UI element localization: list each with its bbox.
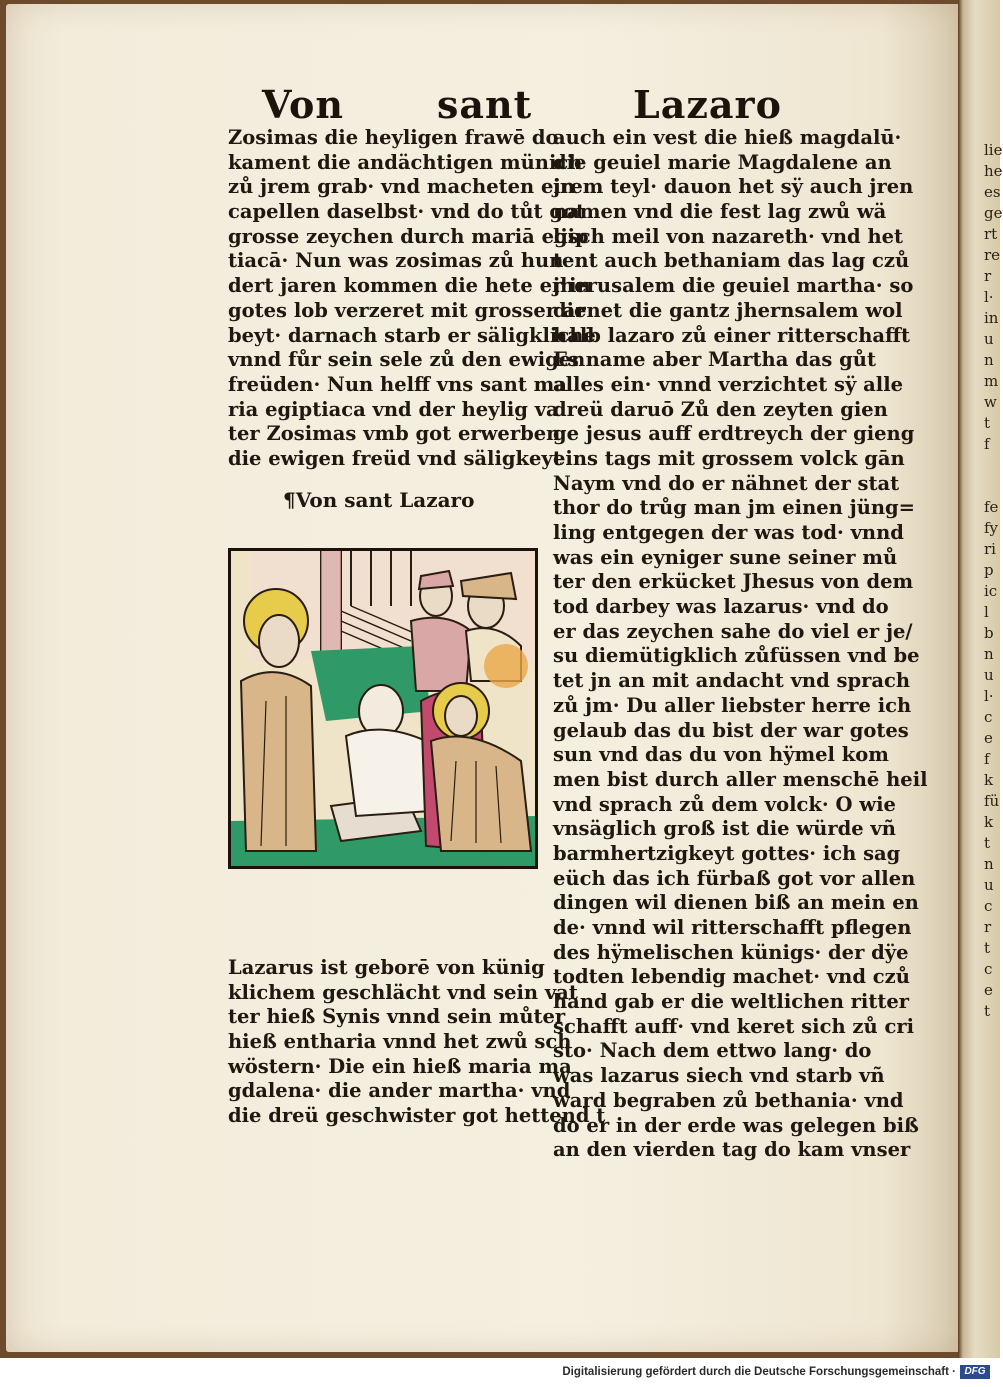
right-column-line: vnd sprach zů dem volck· O wie [553, 792, 896, 816]
right-column-line: lisch meil von nazareth· vnd het [553, 224, 904, 248]
running-head-von: Von [262, 82, 344, 127]
section-heading-text: Von sant Lazaro [295, 488, 475, 512]
right-column-line: do er in der erde was gelegen biß [553, 1113, 919, 1137]
pilcrow-icon: ¶ [283, 488, 296, 512]
left-column-bottom [228, 956, 606, 1129]
right-column-line: dienet die gantz jhernsalem wol [553, 298, 903, 322]
footer-bar [0, 1358, 1000, 1387]
right-column-line: men bist durch aller menschē heil [553, 767, 928, 791]
running-head-lazaro: Lazaro [633, 82, 782, 127]
right-column-line: ward begraben zů bethania· vnd [553, 1088, 904, 1112]
left-column-top-line: die ewigen freüd vnd säligkeyt [228, 446, 562, 470]
right-column-line: barmhertzigkeyt gottes· ich sag [553, 841, 901, 865]
left-column-bottom-line: ter hieß Synis vnnd sein můter [228, 1005, 566, 1029]
right-column-line: Es name aber Martha das gůt [553, 348, 876, 372]
right-column-line: er das zeychen sahe do viel er je/ [553, 619, 913, 643]
left-column-top-line: vnnd fůr sein sele zů den ewigen [228, 348, 586, 372]
right-column-line: eüch das ich fürbaß got vor allen [553, 866, 916, 890]
left-column-top-line: zů jrem grab· vnd macheten ein [228, 175, 575, 199]
right-column-line: alles ein· vnnd verzichtet sÿ alle [553, 372, 904, 396]
left-column-top [228, 126, 596, 472]
right-column-line: des hÿmelischen künigs· der dÿe [553, 940, 909, 964]
right-column [553, 126, 928, 1163]
right-column-line: Naym vnd do er nähnet der stat [553, 471, 900, 495]
left-column-top-line: capellen daselbst· vnd do tůt got [228, 200, 585, 224]
left-column-top-line: ria egiptiaca vnd der heylig va [228, 397, 559, 421]
left-column-top-line: kament die andächtigen münich [228, 150, 583, 174]
left-column-top-line: gotes lob verzeret mit grosser ar [228, 298, 586, 322]
footer-credit: Digitalisierung gefördert durch die Deutsche Forschungsgemeinschaft · [562, 1366, 956, 1378]
right-column-line: die geuiel marie Magdalene an [553, 150, 892, 174]
right-column-line: ling entgegen der was tod· vnnd [553, 521, 904, 544]
right-column-line: hand gab er die weltlichen ritter [553, 990, 910, 1014]
left-column-bottom-line: hieß entharia vnnd het zwů sch [228, 1030, 572, 1054]
right-column-line: was lazarus siech vnd starb vñ [553, 1064, 885, 1088]
left-column-top-line: beyt· darnach starb er säligklichē [228, 323, 596, 347]
right-column-line: tent auch bethaniam das lag czů [553, 249, 910, 273]
right-column-line: sun vnd das du von hÿmel kom [553, 743, 889, 767]
right-column-line: eins tags mit grossem volck gān [553, 446, 905, 470]
right-column-line: de· vnnd wil ritterschafft pflegen [553, 916, 912, 939]
right-column-line: dingen wil dienen biß an mein en [553, 891, 919, 915]
right-column-line: su diemütigklich zůfüssen vnd be [553, 644, 920, 668]
right-column-line: ter den erkücket Jhesus von dem [553, 570, 914, 594]
left-column-top-line: ter Zosimas vmb got erwerben [228, 422, 561, 446]
next-page-edge-text: lie he es ge rt re r l· in u n m w t f fe fy ri p ic l b n u l· c e f k fü k t n u c r t c e t [984, 141, 1003, 1020]
right-column-line: tod darbey was lazarus· vnd do [553, 595, 889, 619]
right-column-line: zů jm· Du aller liebster herre ich [553, 693, 912, 717]
section-heading [283, 488, 474, 512]
right-column-line: jherusalem die geuiel martha· so [553, 274, 914, 298]
right-column-line: dreü daruō Zů den zeyten gien [553, 397, 888, 421]
right-column-line: gelaub das du bist der war gotes [553, 718, 909, 742]
left-column-top-line: dert jaren kommen die hete er in [228, 274, 591, 298]
right-column-line: sto· Nach dem ettwo lang· do [553, 1039, 872, 1063]
running-head-sant: sant [437, 82, 533, 127]
left-column-top-line: Zosimas die heyligen frawē do [228, 126, 559, 149]
right-column-line: thor do trůg man jm einen jüng= [553, 496, 916, 520]
left-column-top-line: grosse zeychen durch mariā egip [228, 224, 589, 248]
right-column-line: tet jn an mit andacht vnd sprach [553, 669, 911, 693]
woodcut-illustration [228, 548, 538, 869]
left-column-bottom-line: klichem geschlächt vnd sein vat [228, 980, 578, 1004]
left-column-bottom-line: Lazarus ist geborē von künig [228, 956, 545, 979]
right-column-line: auch ein vest die hieß magdalū· [553, 126, 902, 149]
left-column-bottom-line: gdalena· die ander martha· vnd [228, 1079, 571, 1103]
left-column-top-line: tiacā· Nun was zosimas zů hun [228, 249, 564, 273]
right-column-line: halb lazaro zů einer ritterschafft [553, 323, 911, 347]
left-column-top-line: freüden· Nun helff vns sant ma [228, 372, 567, 396]
right-column-line: ge jesus auff erdtreych der gieng [553, 422, 915, 446]
dfg-logo: DFG [960, 1365, 990, 1379]
right-column-line: vnsäglich groß ist die würde vñ [553, 817, 896, 841]
right-column-line: todten lebendig machet· vnd czů [553, 965, 910, 989]
right-column-line: was ein eyniger sune seiner mů [553, 545, 898, 569]
left-column-bottom-line: die dreü geschwister got hettend t [228, 1104, 606, 1128]
woodcut-raising-of-lazarus [231, 551, 535, 866]
right-column-line: schafft auff· vnd keret sich zů cri [553, 1014, 915, 1038]
left-column-bottom-line: wöstern· Die ein hieß maria ma [228, 1054, 572, 1078]
right-column-line: jrem teyl· dauon het sÿ auch jren [553, 175, 914, 199]
right-column-line: namen vnd die fest lag zwů wä [553, 200, 887, 224]
right-column-line: an den vierden tag do kam vnser [553, 1138, 911, 1162]
